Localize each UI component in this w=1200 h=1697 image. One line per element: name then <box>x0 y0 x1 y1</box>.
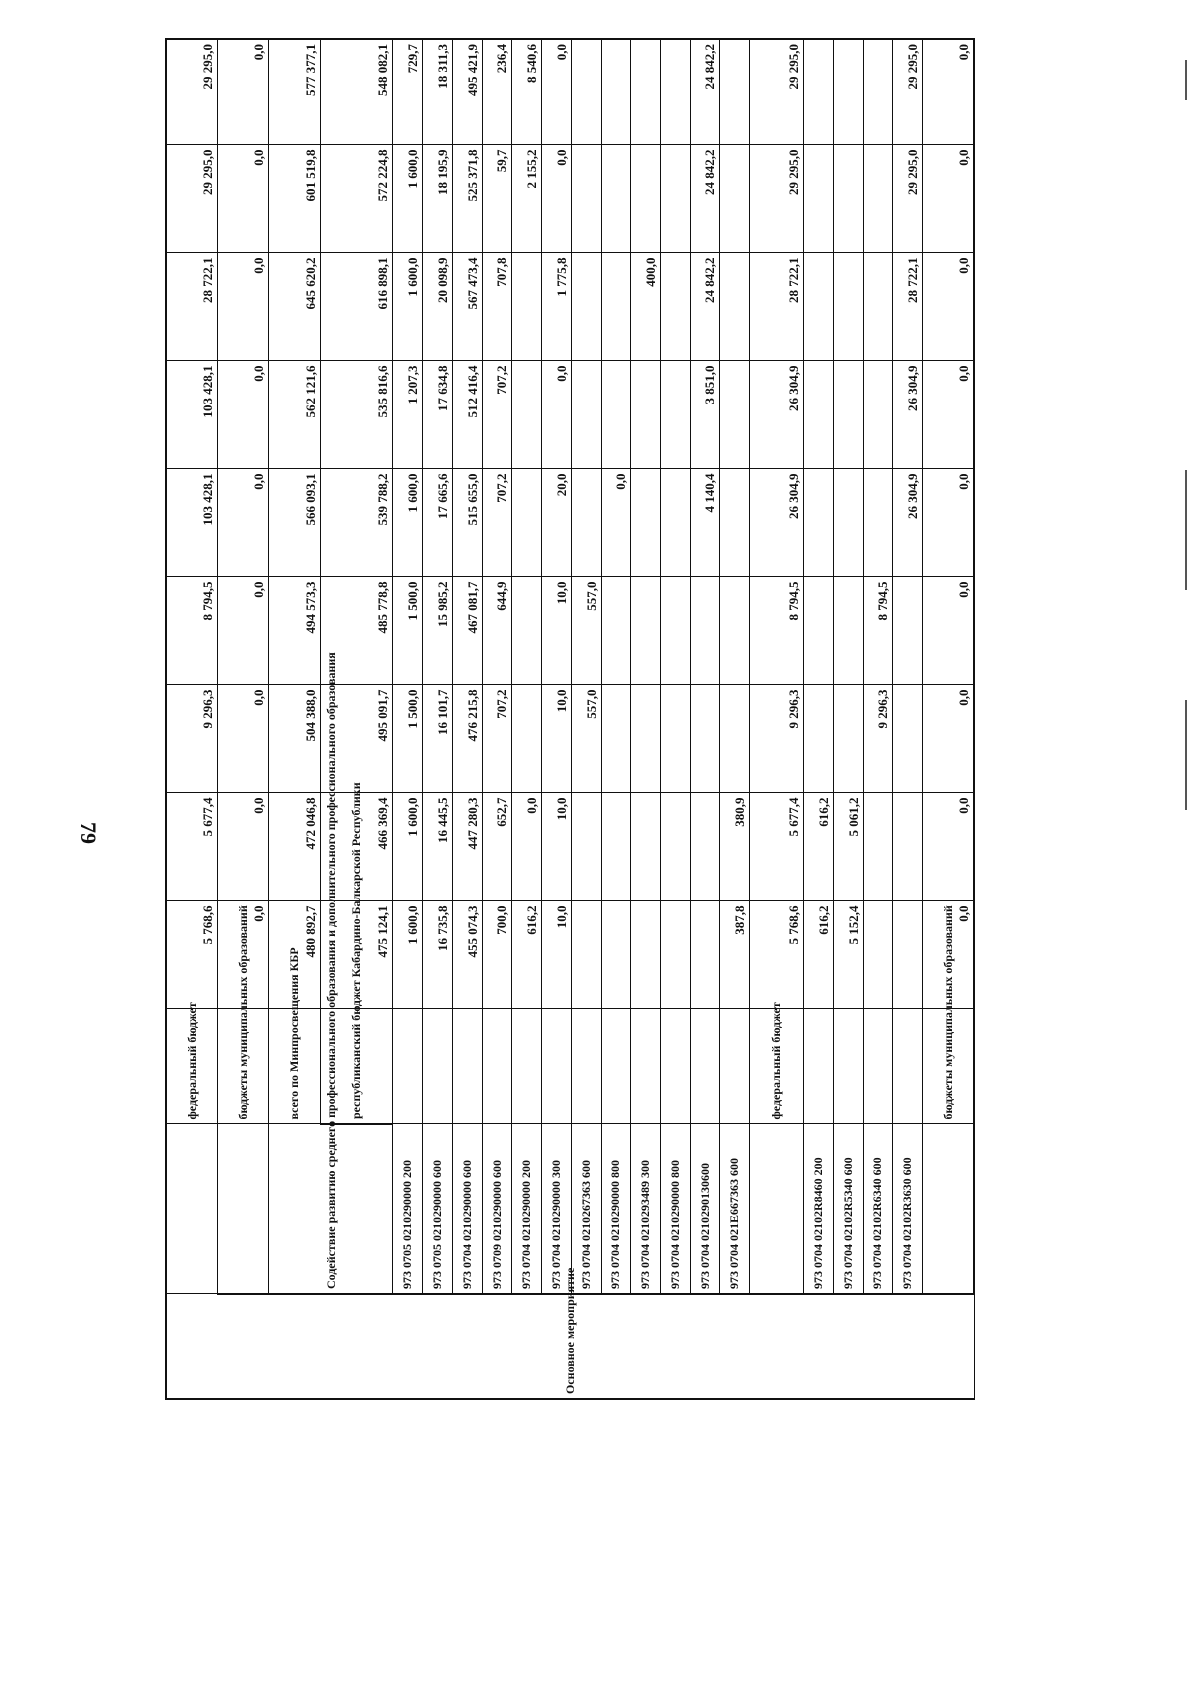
value-cell: 24 842,2 <box>690 145 720 253</box>
value-cell: 24 842,2 <box>690 39 720 145</box>
value-cell <box>690 577 720 685</box>
table-row <box>393 39 423 1399</box>
value-cell: 0,0 <box>923 361 974 469</box>
value-cell: 0,0 <box>923 145 974 253</box>
value-cell: 29 295,0 <box>893 145 923 253</box>
value-cell: 29 295,0 <box>893 39 923 145</box>
value-cell: 236,4 <box>482 39 512 145</box>
budget-code-cell: 973 0704 0210290000 800 <box>601 1124 631 1294</box>
value-cell <box>833 361 863 469</box>
table-row <box>833 39 863 1399</box>
value-cell: 476 215,8 <box>452 685 482 793</box>
value-cell <box>720 39 750 145</box>
value-cell: 5 061,2 <box>833 793 863 901</box>
budget-code-cell <box>750 1124 804 1294</box>
value-cell <box>720 577 750 685</box>
table-row <box>690 39 720 1399</box>
value-cell: 525 371,8 <box>452 145 482 253</box>
value-cell: 28 722,1 <box>166 253 217 361</box>
value-cell: 0,0 <box>217 253 268 361</box>
budget-code-cell <box>923 1124 974 1294</box>
budget-code-cell: 973 0704 0210290000 300 <box>542 1124 572 1294</box>
value-cell: 9 296,3 <box>750 685 804 793</box>
value-cell: 2 155,2 <box>512 145 542 253</box>
value-cell <box>571 361 601 469</box>
value-cell <box>833 39 863 145</box>
table-row <box>542 39 572 1399</box>
value-cell <box>863 793 893 901</box>
value-cell <box>631 685 661 793</box>
value-cell: 5 152,4 <box>833 901 863 1009</box>
value-cell <box>833 577 863 685</box>
table-row <box>482 39 512 1399</box>
value-cell: 0,0 <box>923 469 974 577</box>
value-cell: 17 634,8 <box>423 361 453 469</box>
budget-table <box>165 38 975 1400</box>
value-cell: 15 985,2 <box>423 577 453 685</box>
funding-source-cell <box>512 1009 542 1124</box>
value-cell <box>690 793 720 901</box>
value-cell: 535 816,6 <box>320 361 393 469</box>
value-cell <box>601 685 631 793</box>
value-cell <box>833 469 863 577</box>
value-cell <box>804 145 834 253</box>
value-cell: 572 224,8 <box>320 145 393 253</box>
event-type-cell: Основное мероприятие <box>166 1294 974 1399</box>
funding-source-cell <box>690 1009 720 1124</box>
value-cell: 3 851,0 <box>690 361 720 469</box>
value-cell <box>601 793 631 901</box>
value-cell <box>660 39 690 145</box>
value-cell <box>601 145 631 253</box>
value-cell <box>571 253 601 361</box>
value-cell: 475 124,1 <box>320 901 393 1009</box>
value-cell: 5 677,4 <box>750 793 804 901</box>
value-cell <box>720 685 750 793</box>
value-cell: 10,0 <box>542 685 572 793</box>
table-row <box>660 39 690 1399</box>
value-cell <box>660 469 690 577</box>
value-cell: 0,0 <box>923 577 974 685</box>
value-cell <box>660 577 690 685</box>
value-cell: 18 195,9 <box>423 145 453 253</box>
value-cell: 0,0 <box>217 361 268 469</box>
value-cell: 616 898,1 <box>320 253 393 361</box>
value-cell: 557,0 <box>571 577 601 685</box>
value-cell: 8 540,6 <box>512 39 542 145</box>
value-cell <box>601 361 631 469</box>
value-cell <box>720 145 750 253</box>
value-cell <box>833 145 863 253</box>
table-row <box>217 39 268 1399</box>
value-cell: 8 794,5 <box>863 577 893 685</box>
table-row <box>166 39 217 1399</box>
table-row <box>863 39 893 1399</box>
value-cell: 8 794,5 <box>750 577 804 685</box>
value-cell: 387,8 <box>720 901 750 1009</box>
funding-source-cell <box>482 1009 512 1124</box>
funding-source-cell <box>601 1009 631 1124</box>
value-cell <box>690 901 720 1009</box>
budget-code-cell: 973 0704 0210290000 200 <box>512 1124 542 1294</box>
value-cell: 1 600,0 <box>393 793 423 901</box>
funding-source-cell <box>393 1009 423 1124</box>
value-cell: 616,2 <box>804 793 834 901</box>
value-cell: 0,0 <box>923 793 974 901</box>
value-cell <box>631 577 661 685</box>
value-cell: 0,0 <box>217 577 268 685</box>
page-number: 79 <box>76 822 101 844</box>
value-cell <box>804 253 834 361</box>
budget-code-cell: 973 0704 0210290130600 <box>690 1124 720 1294</box>
value-cell: 20 098,9 <box>423 253 453 361</box>
value-cell: 512 416,4 <box>452 361 482 469</box>
budget-code-cell: 973 0709 0210290000 600 <box>482 1124 512 1294</box>
value-cell: 0,0 <box>923 253 974 361</box>
value-cell <box>720 253 750 361</box>
table-row <box>720 39 750 1399</box>
value-cell <box>631 469 661 577</box>
value-cell: 28 722,1 <box>893 253 923 361</box>
budget-code-cell: 973 0704 0210290000 800 <box>660 1124 690 1294</box>
value-cell: 504 388,0 <box>269 685 320 793</box>
value-cell: 0,0 <box>217 793 268 901</box>
table-row <box>893 39 923 1399</box>
funding-source-cell: бюджеты муниципальных образований <box>923 1009 974 1124</box>
value-cell <box>863 253 893 361</box>
scan-edge-line <box>1185 700 1187 810</box>
value-cell <box>804 361 834 469</box>
value-cell: 455 074,3 <box>452 901 482 1009</box>
table-row <box>601 39 631 1399</box>
value-cell: 729,7 <box>393 39 423 145</box>
value-cell: 17 665,6 <box>423 469 453 577</box>
budget-code-cell <box>217 1124 268 1294</box>
value-cell <box>893 577 923 685</box>
value-cell <box>571 793 601 901</box>
value-cell: 10,0 <box>542 793 572 901</box>
budget-code-cell: 973 0704 0210293489 300 <box>631 1124 661 1294</box>
funding-source-cell <box>833 1009 863 1124</box>
value-cell <box>863 469 893 577</box>
budget-table-rotated <box>165 40 975 1400</box>
value-cell: 18 311,3 <box>423 39 453 145</box>
value-cell <box>631 901 661 1009</box>
table-row <box>269 39 320 1399</box>
value-cell: 16 101,7 <box>423 685 453 793</box>
value-cell: 9 296,3 <box>863 685 893 793</box>
value-cell: 10,0 <box>542 901 572 1009</box>
value-cell <box>631 145 661 253</box>
funding-source-cell <box>631 1009 661 1124</box>
value-cell: 0,0 <box>217 469 268 577</box>
value-cell <box>863 39 893 145</box>
value-cell: 20,0 <box>542 469 572 577</box>
value-cell <box>690 685 720 793</box>
value-cell: 567 473,4 <box>452 253 482 361</box>
value-cell <box>804 685 834 793</box>
budget-code-cell: 973 0704 0210290000 600 <box>452 1124 482 1294</box>
budget-code-cell: 973 0704 02102R6340 600 <box>863 1124 893 1294</box>
value-cell: 0,0 <box>542 145 572 253</box>
value-cell <box>601 39 631 145</box>
funding-source-cell <box>542 1009 572 1124</box>
value-cell <box>720 361 750 469</box>
value-cell <box>631 793 661 901</box>
value-cell <box>660 901 690 1009</box>
budget-code-cell: 973 0705 0210290000 200 <box>393 1124 423 1294</box>
value-cell: 1 500,0 <box>393 577 423 685</box>
value-cell <box>863 361 893 469</box>
value-cell: 644,9 <box>482 577 512 685</box>
funding-source-cell <box>571 1009 601 1124</box>
value-cell: 652,7 <box>482 793 512 901</box>
value-cell: 557,0 <box>571 685 601 793</box>
value-cell: 467 081,7 <box>452 577 482 685</box>
value-cell: 8 794,5 <box>166 577 217 685</box>
value-cell: 1 600,0 <box>393 901 423 1009</box>
table-row <box>923 39 974 1399</box>
value-cell: 59,7 <box>482 145 512 253</box>
value-cell: 472 046,8 <box>269 793 320 901</box>
value-cell: 645 620,2 <box>269 253 320 361</box>
value-cell <box>631 361 661 469</box>
table-row <box>750 39 804 1399</box>
value-cell <box>631 39 661 145</box>
value-cell: 0,0 <box>217 39 268 145</box>
value-cell: 380,9 <box>720 793 750 901</box>
event-name-cell: Содействие развитию среднего профессионального образования и дополнительного профессионального образования <box>269 1124 393 1294</box>
funding-source-cell <box>720 1009 750 1124</box>
value-cell: 29 295,0 <box>750 145 804 253</box>
funding-source-cell <box>893 1009 923 1124</box>
value-cell: 539 788,2 <box>320 469 393 577</box>
value-cell <box>720 469 750 577</box>
value-cell <box>601 253 631 361</box>
value-cell <box>512 685 542 793</box>
value-cell: 466 369,4 <box>320 793 393 901</box>
value-cell <box>660 361 690 469</box>
value-cell: 707,2 <box>482 685 512 793</box>
value-cell: 548 082,1 <box>320 39 393 145</box>
scan-edge-line <box>1185 470 1187 590</box>
value-cell <box>571 39 601 145</box>
value-cell: 515 655,0 <box>452 469 482 577</box>
value-cell: 0,0 <box>923 685 974 793</box>
funding-source-cell <box>452 1009 482 1124</box>
value-cell: 495 421,9 <box>452 39 482 145</box>
value-cell: 707,8 <box>482 253 512 361</box>
funding-source-cell <box>863 1009 893 1124</box>
value-cell <box>893 685 923 793</box>
value-cell: 485 778,8 <box>320 577 393 685</box>
value-cell: 4 140,4 <box>690 469 720 577</box>
value-cell: 103 428,1 <box>166 469 217 577</box>
value-cell <box>804 39 834 145</box>
value-cell <box>660 253 690 361</box>
value-cell <box>893 901 923 1009</box>
value-cell: 616,2 <box>512 901 542 1009</box>
funding-source-cell: федеральный бюджет <box>166 1009 217 1124</box>
value-cell: 10,0 <box>542 577 572 685</box>
value-cell: 1 600,0 <box>393 469 423 577</box>
budget-code-cell: 973 0704 02102R5340 600 <box>833 1124 863 1294</box>
value-cell: 0,0 <box>601 469 631 577</box>
value-cell <box>512 253 542 361</box>
funding-source-cell: бюджеты муниципальных образований <box>217 1009 268 1124</box>
value-cell: 5 768,6 <box>166 901 217 1009</box>
value-cell: 0,0 <box>923 39 974 145</box>
value-cell: 1 500,0 <box>393 685 423 793</box>
value-cell <box>660 145 690 253</box>
value-cell: 26 304,9 <box>750 361 804 469</box>
value-cell: 26 304,9 <box>750 469 804 577</box>
value-cell <box>571 145 601 253</box>
value-cell <box>601 901 631 1009</box>
value-cell: 616,2 <box>804 901 834 1009</box>
value-cell: 1 600,0 <box>393 253 423 361</box>
table-row <box>571 39 601 1399</box>
funding-source-cell <box>423 1009 453 1124</box>
value-cell: 103 428,1 <box>166 361 217 469</box>
value-cell <box>512 361 542 469</box>
budget-code-cell: 973 0705 0210290000 600 <box>423 1124 453 1294</box>
value-cell: 29 295,0 <box>750 39 804 145</box>
value-cell: 480 892,7 <box>269 901 320 1009</box>
table-row <box>804 39 834 1399</box>
table-row <box>631 39 661 1399</box>
value-cell: 577 377,1 <box>269 39 320 145</box>
value-cell <box>804 577 834 685</box>
value-cell: 16 445,5 <box>423 793 453 901</box>
funding-source-cell <box>660 1009 690 1124</box>
value-cell <box>863 145 893 253</box>
value-cell <box>512 469 542 577</box>
funding-source-cell <box>804 1009 834 1124</box>
value-cell <box>571 901 601 1009</box>
value-cell: 16 735,8 <box>423 901 453 1009</box>
value-cell <box>863 901 893 1009</box>
value-cell: 5 768,6 <box>750 901 804 1009</box>
value-cell: 566 093,1 <box>269 469 320 577</box>
value-cell: 1 775,8 <box>542 253 572 361</box>
funding-source-cell: федеральный бюджет <box>750 1009 804 1124</box>
value-cell: 1 207,3 <box>393 361 423 469</box>
table-row <box>512 39 542 1399</box>
value-cell <box>893 793 923 901</box>
value-cell: 0,0 <box>217 145 268 253</box>
value-cell: 0,0 <box>923 901 974 1009</box>
value-cell: 24 842,2 <box>690 253 720 361</box>
value-cell: 700,0 <box>482 901 512 1009</box>
value-cell <box>601 577 631 685</box>
value-cell: 495 091,7 <box>320 685 393 793</box>
value-cell: 26 304,9 <box>893 469 923 577</box>
value-cell: 494 573,3 <box>269 577 320 685</box>
value-cell <box>833 685 863 793</box>
funding-source-cell: всего по Минпросвещения КБР <box>269 1009 320 1124</box>
value-cell: 707,2 <box>482 469 512 577</box>
value-cell: 0,0 <box>542 361 572 469</box>
value-cell: 0,0 <box>512 793 542 901</box>
value-cell: 1 600,0 <box>393 145 423 253</box>
value-cell: 29 295,0 <box>166 145 217 253</box>
value-cell <box>660 685 690 793</box>
value-cell: 400,0 <box>631 253 661 361</box>
value-cell <box>804 469 834 577</box>
value-cell <box>571 469 601 577</box>
budget-code-cell: 973 0704 0210267363 600 <box>571 1124 601 1294</box>
value-cell: 29 295,0 <box>166 39 217 145</box>
value-cell: 562 121,6 <box>269 361 320 469</box>
budget-code-cell: 973 0704 02102R8460 200 <box>804 1124 834 1294</box>
table-row <box>452 39 482 1399</box>
value-cell: 0,0 <box>542 39 572 145</box>
budget-code-cell: 973 0704 021E667363 600 <box>720 1124 750 1294</box>
value-cell: 447 280,3 <box>452 793 482 901</box>
table-row <box>423 39 453 1399</box>
value-cell: 26 304,9 <box>893 361 923 469</box>
value-cell: 9 296,3 <box>166 685 217 793</box>
funding-source-cell: республиканский бюджет Кабардино-Балкарской Республики <box>320 1009 393 1124</box>
value-cell: 0,0 <box>217 901 268 1009</box>
budget-code-cell: 973 0704 02102R3630 600 <box>893 1124 923 1294</box>
scan-edge-line <box>1185 60 1187 100</box>
value-cell: 28 722,1 <box>750 253 804 361</box>
budget-code-cell <box>166 1124 217 1294</box>
value-cell: 601 519,8 <box>269 145 320 253</box>
value-cell: 0,0 <box>217 685 268 793</box>
value-cell <box>660 793 690 901</box>
value-cell <box>512 577 542 685</box>
value-cell: 707,2 <box>482 361 512 469</box>
value-cell: 5 677,4 <box>166 793 217 901</box>
value-cell <box>833 253 863 361</box>
